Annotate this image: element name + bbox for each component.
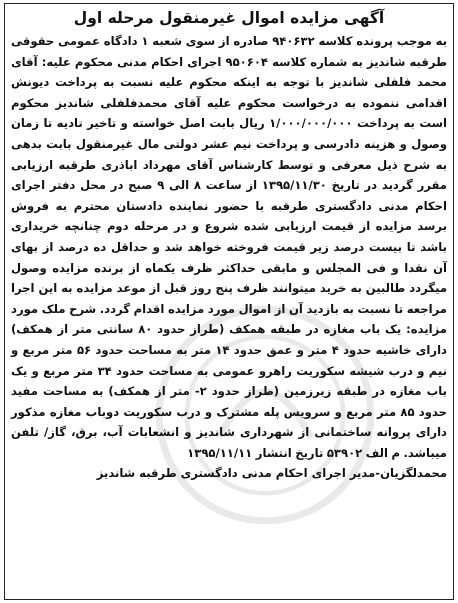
notice-title: آگهی مزایده اموال غیرمنقول مرحله اول [73, 9, 385, 27]
notice-signature: محمدلگزیان-مدیر اجرای احکام مدنی دادگستری طرقبه شاندیز [96, 466, 447, 481]
auction-notice [4, 3, 454, 600]
notice-body: به موجب پرونده کلاسه ۹۴۰۶۳۲ صادره از سوی شعبه ۱ دادگاه عمومی حقوقی طرقبه شاندیز به شماره کلاسه ۹۵۰۶۰۴ اجرای احکام مدنی محکوم علیه: آقای محمد فلفلی شاندیز با توجه به اینکه محکوم علیه نسبت به پرداخت دیونش اقدامی ننموده به درخواست محکوم علیه آقای محمدفلفلی شاندیز محکوم است به پرداخت ۱/۰۰۰/۰۰۰/۰۰۰ ریال بابت اصل خواسته و تاخیر تادیه تا زمان وصول و هزینه دادرسی و پرداخت نیم عشر دولتی مال غیرمنقول بابت بدهی به شرح ذیل معرفی و توسط کارشناس آقای مهرداد اباذری طرقبه ارزیابی مقرر گردید در تاریخ ۱۳۹۵/۱۱/۳۰ از ساعت ۸ الی ۹ صبح در محل دفتر اجرای احکام مدنی دادگستری طرقبه با حضور نماینده دادستان محترم به فروش برسد مزایده از قیمت ارزیابی شده شروع و در مرحله دوم چنانچه خریداری باشد تا بیست درصد زیر قیمت فروخته خواهد شد و حداقل ده درصد از بهای آن نقدا و فی المجلس و مابقی حداکثر ظرف یکماه از برنده مزایده وصول میگردد طالبین به خرید میتوانند ظرف پنج روز قبل از موعد مزایده به این اجرا مراجعه تا نسبت به بازدید آن از اموال مورد مزایده اقدام گردد. شرح ملک مورد مزایده: یک باب مغازه در طبقه همکف (طراز حدود ۸۰ سانتی متر از همکف) دارای خاشیه حدود ۴ متر و عمق حدود ۱۴ متر به مساحت حدود ۵۶ متر مربع و نیم و درب شیشه سکوریت راهرو عمومی به مساحت حدود ۳۴ متر مربع و یک باب مغازه در طبقه زیرزمین (طراز حدود ۲- متر از همکف) به مساحت مفید حدود ۸۵ متر مربع و سرویس پله مشترک و درب سکوریت دوباب مغازه مذکور دارای پروانه ساختمانی از شهرداری شاندیز و انشعابات آب، برق، گاز/ تلفن میباشد. م الف ۵۳۹۰۲ تاریخ انتشار ۱۳۹۵/۱۱/۱۱ [11, 34, 448, 460]
